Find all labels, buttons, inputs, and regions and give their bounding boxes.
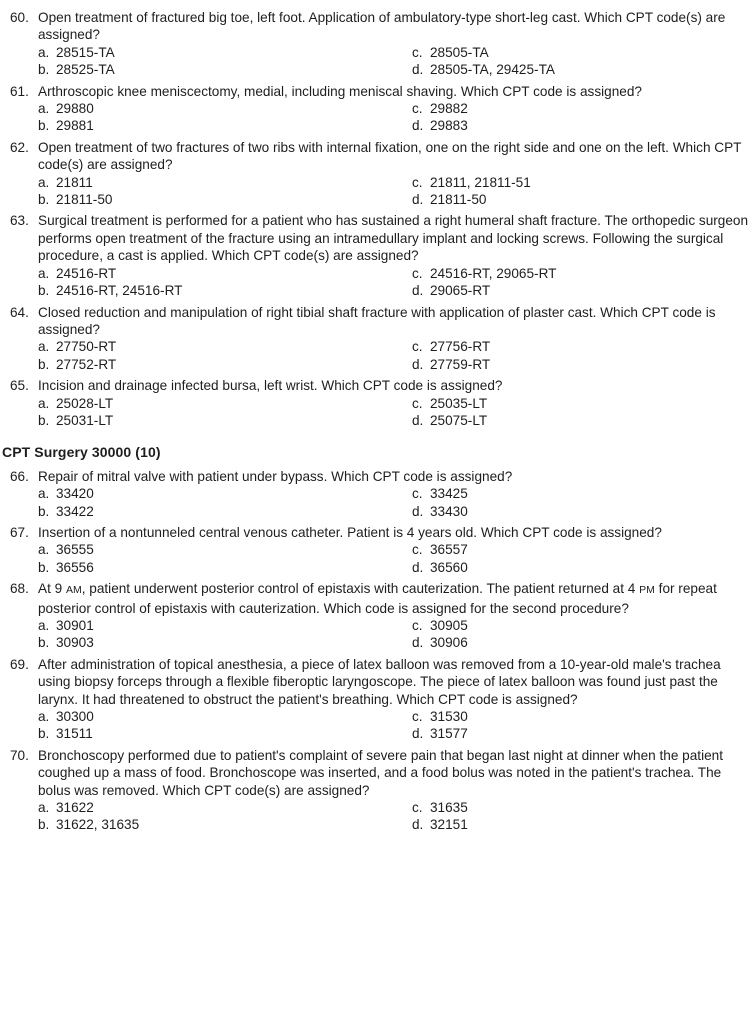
question-63: [0, 212, 756, 299]
question-text: Closed reduction and manipulation of right tibial shaft fracture with application of plaster cast. Which CPT code is assigned?: [38, 304, 716, 337]
question-text: Repair of mitral valve with patient under bypass. Which CPT code is assigned?: [38, 468, 513, 484]
answer-options: [0, 44, 756, 79]
option-a[interactable]: a. 30901: [38, 618, 94, 633]
option-b[interactable]: b. 21811-50: [38, 192, 113, 208]
question-65: [0, 377, 756, 429]
option-c[interactable]: c. 31530: [412, 709, 468, 725]
option-c[interactable]: c. 28505-TA: [412, 44, 489, 60]
option-b[interactable]: b. 31511: [38, 726, 93, 742]
option-a[interactable]: a. 27750-RT: [38, 339, 117, 355]
question-62: [0, 139, 756, 209]
question-61: [0, 83, 756, 135]
question-stem: [0, 524, 756, 541]
option-a[interactable]: a. 29880: [38, 101, 94, 117]
option-c[interactable]: c. 24516-RT, 29065-RT: [412, 265, 557, 281]
question-60: [0, 9, 756, 79]
question-text: Incision and drainage infected bursa, left wrist. Which CPT code is assigned?: [38, 378, 503, 394]
option-a[interactable]: a. 24516-RT: [38, 265, 117, 281]
question-stem: [0, 377, 756, 394]
section-heading: CPT Surgery 30000 (10): [2, 444, 161, 461]
question-number: 63.: [10, 213, 29, 229]
answer-options: [0, 338, 756, 373]
option-a[interactable]: a. 21811: [38, 174, 93, 190]
option-c[interactable]: c. 31635: [412, 800, 468, 816]
option-d[interactable]: d. 33430: [412, 503, 468, 519]
option-d[interactable]: d. 36560: [412, 559, 468, 575]
answer-options: [0, 541, 756, 576]
question-text: Open treatment of fractured big toe, left foot. Application of ambulatory-type short-leg cast. Which CPT code(s) are assigned?: [38, 10, 726, 43]
option-b[interactable]: b. 27752-RT: [38, 356, 117, 372]
question-64: [0, 304, 756, 374]
answer-options: [0, 265, 756, 300]
option-d[interactable]: d. 27759-RT: [412, 356, 491, 372]
option-d[interactable]: d. 31577: [412, 726, 468, 742]
question-number: 65.: [10, 378, 29, 394]
option-b[interactable]: b. 30903: [38, 635, 94, 651]
question-number: 61.: [10, 83, 29, 99]
question-stem: [0, 212, 756, 264]
question-number: 62.: [10, 139, 29, 155]
question-text: Insertion of a nontunneled central venous catheter. Patient is 4 years old. Which CPT code is assigned?: [38, 524, 662, 540]
question-number: 60.: [10, 10, 29, 25]
option-a[interactable]: a. 30300: [38, 709, 94, 725]
question-text: Bronchoscopy performed due to patient's complaint of severe pain that began last night at dinner when the patient coughed up a mass of food. Bronchoscope was inserted, and a food bolus was noted in the patient's trachea. The bolus was removed. Which CPT code(s) are assigned?: [38, 747, 723, 798]
question-number: 67.: [10, 524, 29, 540]
option-d[interactable]: d. 25075-LT: [412, 412, 488, 428]
option-a[interactable]: a. 33420: [38, 486, 94, 502]
question-stem: [0, 468, 756, 485]
answer-options: [0, 617, 756, 652]
question-stem: [0, 580, 756, 617]
option-d[interactable]: d. 32151: [412, 817, 468, 833]
question-number: 66.: [10, 468, 29, 484]
option-b[interactable]: b. 24516-RT, 24516-RT: [38, 283, 183, 299]
option-c[interactable]: c. 33425: [412, 486, 468, 502]
answer-options: [0, 708, 756, 743]
question-number: 70.: [10, 747, 29, 763]
question-stem: [0, 747, 756, 799]
option-c[interactable]: c. 21811, 21811-51: [412, 174, 531, 190]
question-70: [0, 747, 756, 834]
option-c[interactable]: c. 27756-RT: [412, 339, 491, 355]
question-number: 64.: [10, 304, 29, 320]
option-d[interactable]: d. 29065-RT: [412, 283, 491, 299]
answer-options: [0, 174, 756, 209]
answer-options: [0, 485, 756, 520]
option-d[interactable]: d. 29883: [412, 118, 468, 134]
option-c[interactable]: c. 29882: [412, 101, 468, 117]
question-66: [0, 468, 756, 520]
question-stem: [0, 656, 756, 708]
question-stem: [0, 139, 756, 174]
question-stem: [0, 9, 756, 44]
option-c[interactable]: c. 36557: [412, 542, 468, 558]
option-a[interactable]: a. 28515-TA: [38, 44, 115, 60]
answer-options: [0, 395, 756, 430]
option-b[interactable]: b. 31622, 31635: [38, 817, 140, 833]
question-text: Surgical treatment is performed for a patient who has sustained a right humeral shaft fracture. The orthopedic surgeon performs open treatment of the fracture using an intramedullary implant and locking screws. Following the surgical procedure, a cast is applied. Which CPT code(s) are assigned?: [38, 213, 749, 264]
question-68: [0, 580, 756, 652]
option-b[interactable]: b. 29881: [38, 118, 94, 134]
option-b[interactable]: b. 28525-TA: [38, 62, 115, 78]
option-d[interactable]: d. 30906: [412, 635, 468, 651]
question-number: 69.: [10, 656, 29, 672]
option-a[interactable]: a. 31622: [38, 800, 94, 816]
question-text: At 9 AM, patient underwent posterior control of epistaxis with cauterization. The patient returned at 4 PM for repeat posterior control of epistaxis with cauterization. Which code is assigned for the second procedure?: [38, 581, 717, 616]
option-b[interactable]: b. 33422: [38, 503, 94, 519]
answer-options: [0, 100, 756, 135]
option-c[interactable]: c. 30905: [412, 618, 468, 633]
answer-options: [0, 799, 756, 834]
option-c[interactable]: c. 25035-LT: [412, 395, 488, 411]
option-b[interactable]: b. 25031-LT: [38, 412, 114, 428]
question-text: Open treatment of two fractures of two ribs with internal fixation, one on the right side and one on the left. Which CPT code(s) are assigned?: [38, 139, 742, 173]
question-text: Arthroscopic knee meniscectomy, medial, including meniscal shaving. Which CPT code is assigned?: [38, 83, 642, 99]
question-69: [0, 656, 756, 743]
option-b[interactable]: b. 36556: [38, 559, 94, 575]
question-stem: [0, 304, 756, 339]
question-text: After administration of topical anesthesia, a piece of latex balloon was removed from a 10-year-old male's trachea using biopsy forceps through a flexible fiberoptic laryngoscope. The piece of latex balloon was found just past the larynx. It had threatened to obstruct the patient's breathing. Which CPT code is assigned?: [38, 656, 721, 707]
option-a[interactable]: a. 25028-LT: [38, 395, 114, 411]
option-d[interactable]: d. 21811-50: [412, 192, 487, 208]
question-67: [0, 524, 756, 576]
option-a[interactable]: a. 36555: [38, 542, 94, 558]
question-stem: [0, 83, 756, 100]
option-d[interactable]: d. 28505-TA, 29425-TA: [412, 62, 555, 78]
question-number: 68.: [10, 581, 29, 597]
